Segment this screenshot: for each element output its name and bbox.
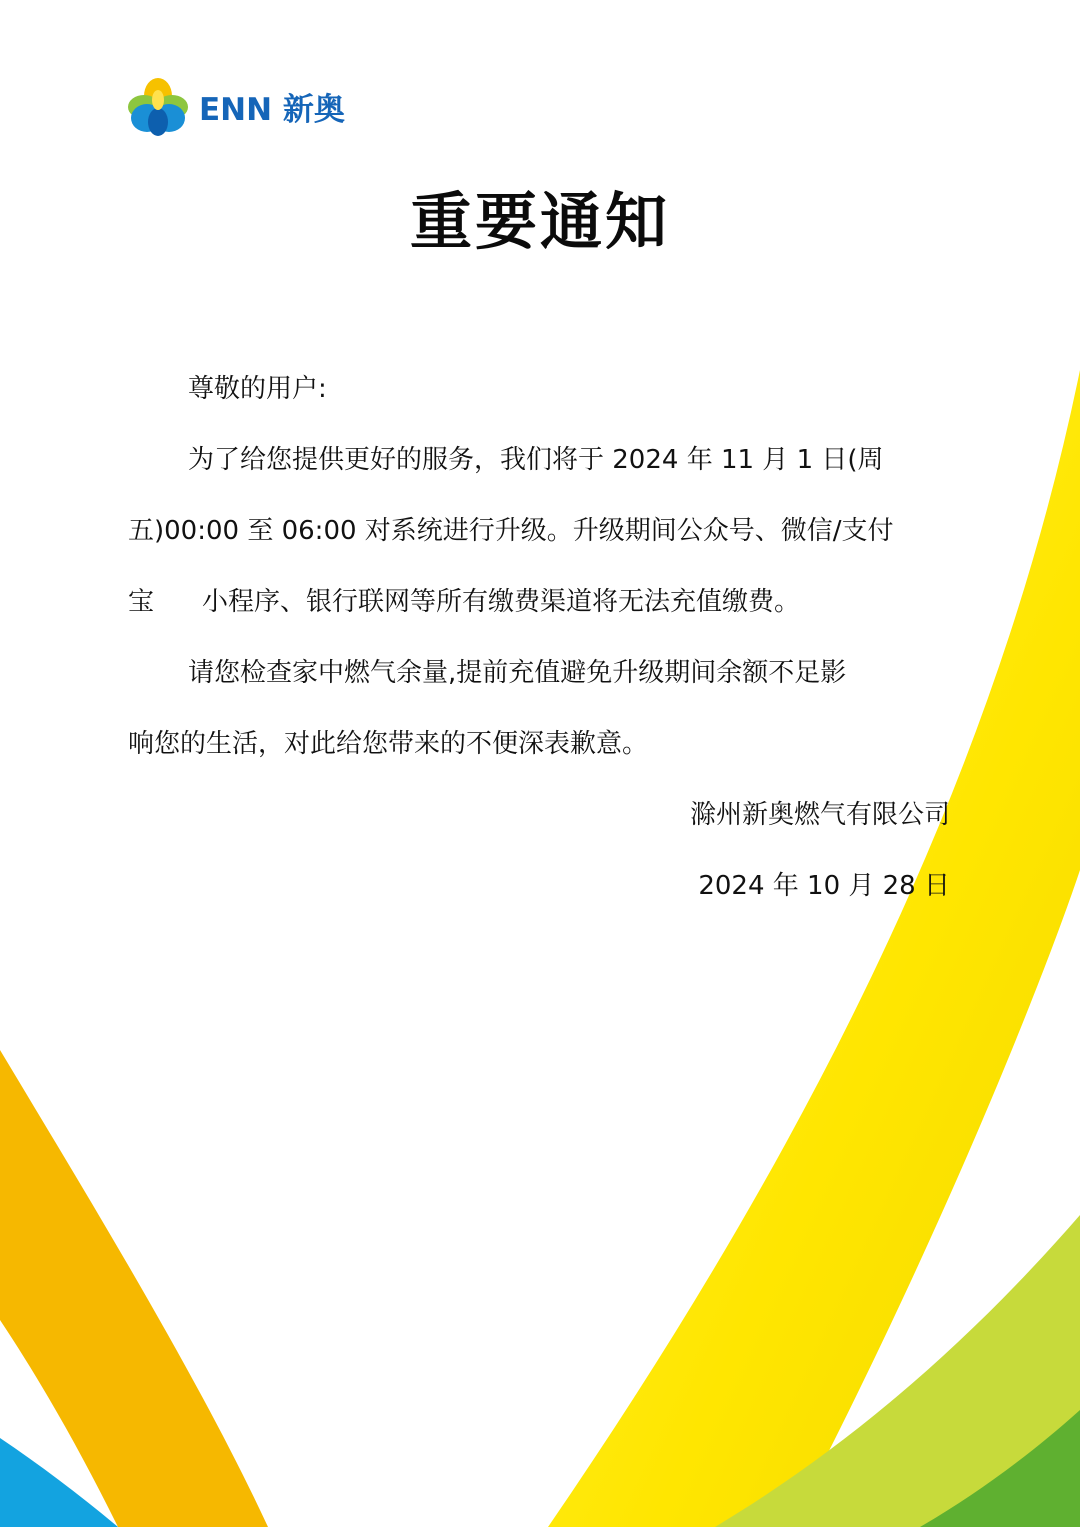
- paragraph1-line3-b: 小程序、银行联网等所有缴费渠道将无法充值缴费。: [202, 587, 801, 617]
- page-title: 重要通知: [409, 185, 670, 258]
- orange-swoosh: [0, 1050, 268, 1527]
- notice-date: 2024 年 10 月 28 日: [698, 871, 950, 901]
- paragraph2-line2: 响您的生活，对此给您带来的不便深表歉意。: [128, 729, 649, 759]
- brand-name: ENN 新奥: [199, 92, 345, 128]
- company-signature: 滁州新奥燃气有限公司: [689, 800, 950, 830]
- enn-logo: [127, 76, 357, 138]
- notice-body: [128, 354, 958, 922]
- paragraph1-line2: 五)00:00 至 06:00 对系统进行升级。升级期间公众号、微信/支付: [128, 516, 894, 546]
- paragraph2-line1: 请您检查家中燃气余量,提前充值避免升级期间余额不足影: [188, 658, 847, 688]
- paragraph1-line3: [128, 567, 958, 638]
- paragraph1-line3-a: 宝: [128, 587, 155, 617]
- greeting: 尊敬的用户:: [188, 374, 327, 404]
- enn-flower-icon: [127, 76, 189, 138]
- paragraph1-line1: 为了给您提供更好的服务，我们将于 2024 年 11 月 1 日(周: [188, 445, 884, 475]
